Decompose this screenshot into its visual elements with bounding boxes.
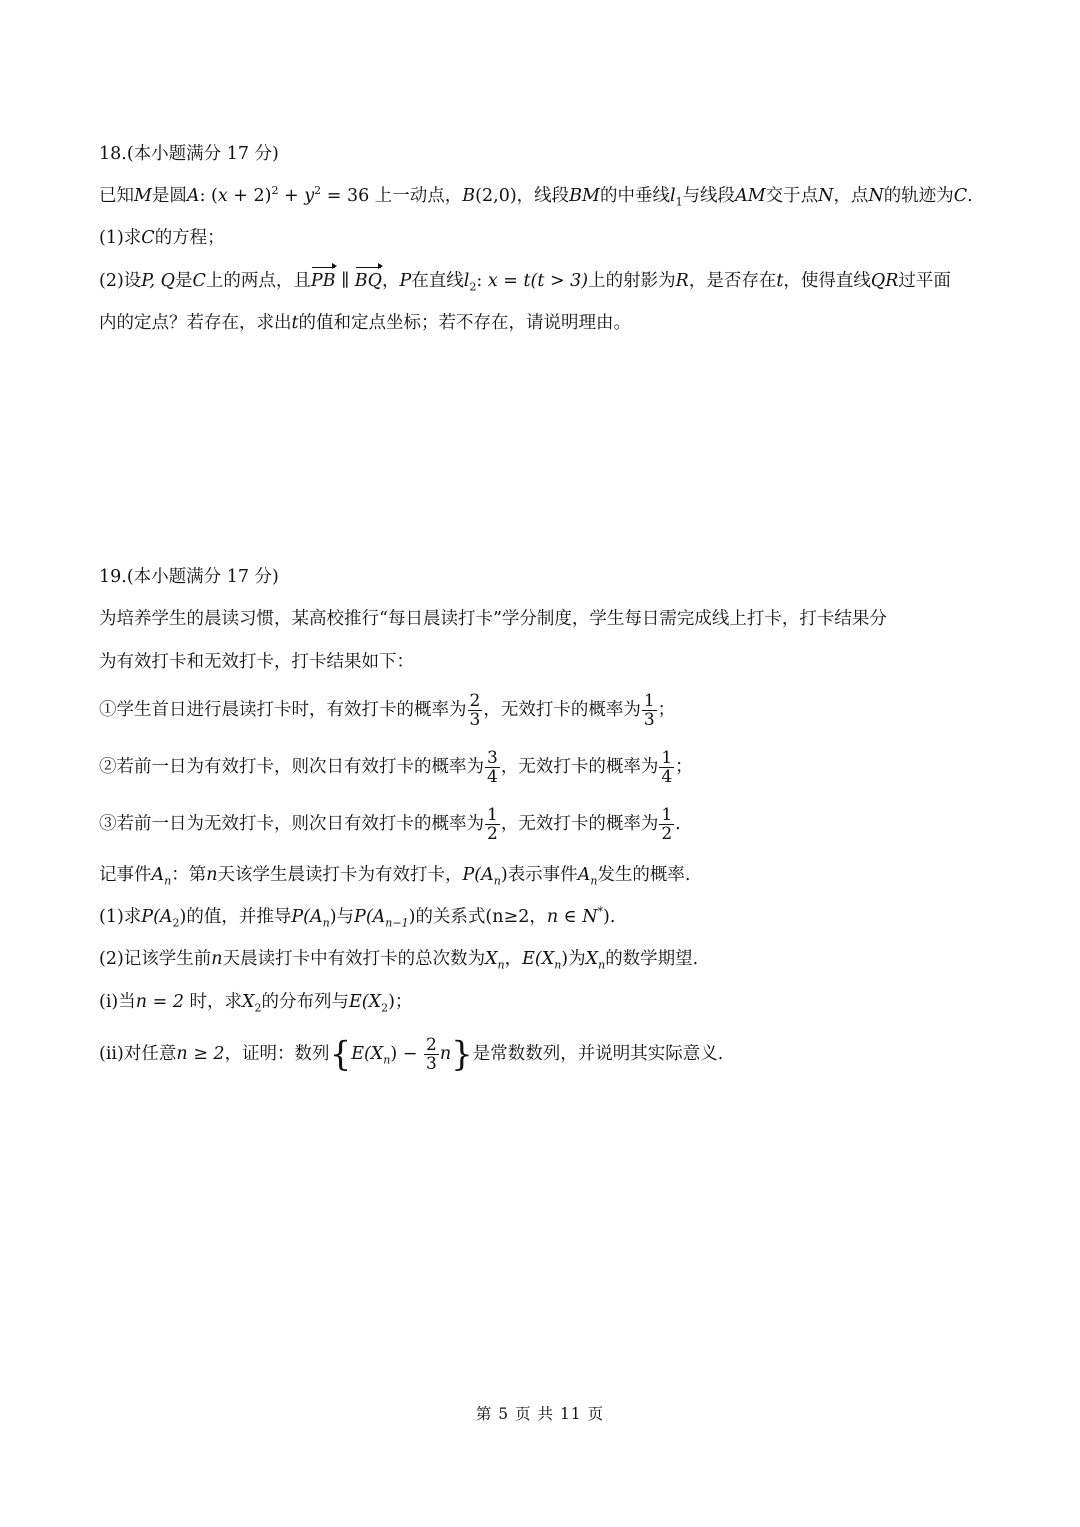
fraction: $\frac{1}{2}$ [487, 805, 498, 844]
q19-intro-2: 为有效打卡和无效打卡，打卡结果如下： [99, 652, 414, 672]
q18-part1: (1)求C的方程； [99, 228, 225, 248]
q19-part1: (1)求$P(A_2)$的值，并推导$P(A_n)$与$P(A_{n-1})$的关系式(n≥2，n ∈ N*). [99, 905, 616, 930]
q19-part2: (2)记该学生前n天晨读打卡中有效打卡的总次数为$X_n$，$E(X_n)$为$X_n$的数学期望. [99, 949, 699, 972]
q18-part2-cont: 内的定点？若存在，求出t的值和定点坐标；若不存在，请说明理由。 [99, 313, 632, 333]
q19-part2-ii: (ii)对任意n ≥ 2，证明：数列{$E(X_n)$ − $\frac{2}{3}$ n}是常数数列，并说明其实际意义. [99, 1034, 724, 1075]
q18-part2: (2)设P, Q是C上的两点，且PB ∥ BQ，P在直线$l_2$: x = t(t > 3)上的射影为R，是否存在t，使得直线QR过平面 [99, 271, 951, 294]
q19-intro-1: 为培养学生的晨读习惯，某高校推行“每日晨读打卡”学分制度，学生每日需完成线上打卡，打卡结果分 [99, 609, 887, 629]
q18-stem: 已知M是圆A: $(x + 2)^2 + y^2 = 36$ 上一动点，B(2,0)，线段BM的中垂线$l_1$与线段AM交于点N，点N的轨迹为C. [99, 184, 973, 209]
fraction: $\frac{2}{3}$ [425, 1035, 437, 1074]
fraction: $\frac{1}{4}$ [661, 748, 673, 787]
fraction: $\frac{1}{2}$ [661, 805, 673, 844]
q19-event: 记事件$A_n$：第n天该学生晨读打卡为有效打卡，$P(A_n)$表示事件$A_n$发生的概率. [99, 865, 691, 888]
q19-condition-1: ①学生首日进行晨读打卡时，有效打卡的概率为 $\frac{2}{3}$ ，无效打卡的概率为 $\frac{1}{3}$ ； [99, 691, 676, 730]
fraction: $\frac{3}{4}$ [487, 748, 498, 787]
page-footer: 第 5 页 共 11 页 [475, 1405, 605, 1423]
q19-header: 19.(本小题满分 17 分) [99, 567, 279, 587]
q18-header: 18.(本小题满分 17 分) [99, 144, 279, 164]
q19-part2-i: (i)当n = 2 时，求$X_2$的分布列与$E(X_2)$； [99, 992, 413, 1015]
vector-pb: PB [310, 271, 336, 291]
fraction: $\frac{2}{3}$ [469, 691, 481, 730]
q19-condition-2: ②若前一日为有效打卡，则次日有效打卡的概率为 $\frac{3}{4}$ ，无效打卡的概率为 $\frac{1}{4}$ ； [99, 748, 693, 787]
q19-condition-3: ③若前一日为无效打卡，则次日有效打卡的概率为 $\frac{1}{2}$ ，无效打卡的概率为 $\frac{1}{2}$ . [99, 805, 681, 844]
fraction: $\frac{1}{3}$ [643, 691, 655, 730]
vector-bq: BQ [354, 271, 382, 291]
